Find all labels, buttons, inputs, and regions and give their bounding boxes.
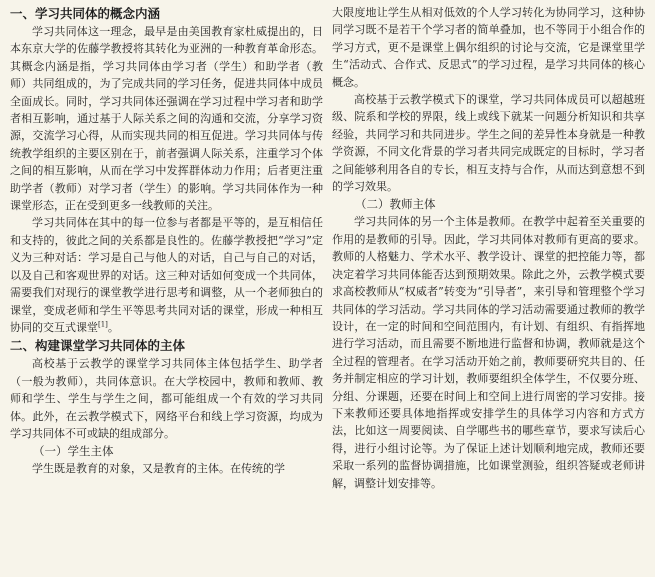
paragraph (10, 214, 323, 336)
paragraph-text: 学习共同体在其中的每一位参与者都是平等的，是互相信任和支持的，彼此之间的关系都是良性的。佐藤学教授把“学习”定义为三种对话：学习是自己与他人的对话，自己与自己的对话，以及自己和客观世界的对话。这三种对话如何变成一个共同体，需要我们对现行的课堂教学进行思考和调整，从一个老师独白的课堂，变成老师和学生平等思考共同对话的课堂，形成一种相互协同的交互式课堂 (10, 216, 323, 334)
subsection-heading-1: （一）学生主体 (33, 444, 114, 459)
section-heading-2: 二、构建课堂学习共同体的主体 (10, 338, 186, 354)
left-column (10, 4, 323, 577)
section-heading-1: 一、学习共同体的概念内涵 (10, 6, 161, 21)
paragraph: 学习共同体的另一个主体是教师。在教学中起着至关重要的作用的是教师的引导。因此，学习共同体对教师有更高的要求。教师的人格魅力、学术水平、教学设计、课堂的把控能力等，都决定着学习共同体能否达到预期效果。除此之外，云教学模式要求高校教师从“权威者”转变为“引导者”，来引导和管理整个学习共同体的学习活动。学习共同体的学习活动需要通过教师的教学设计，在一定的时间和空间范围内，有计划、有组织、有指挥地进行学习活动，而且需要不断地进行监督和协调，教师就是这个全过程的管理者。在学习活动开始之前，教师要研究共目的、任务并制定相应的学习计划，教师要组织全体学生，不仅要分班、分组、分课题，还要在时间上和空间上进行周密的学习安排。接下来教师还要具体地指挥或安排学生的具体学习内容和方式方法，比如这一周要阅读、自学哪些书的哪些章节，要求写读后心得，进行小组讨论等。为了保证上述计划顺利地完成，教师还要采取一系列的监督协调措施，比如课堂测验，组织答疑或老师讲解，调整计划安排等。 (332, 215, 645, 490)
subsection-heading-2: （二）教师主体 (355, 197, 436, 212)
paragraph-end: 。 (107, 320, 119, 334)
paragraph: 学习共同体这一理念，最早是由美国教育家杜威提出的，日本东京大学的佐藤学教授将其转化为亚洲的一种教育革命形态。其概念内涵是指，学习共同体由学习者（学生）和助学者（教师）共同组成的，为了完成共同的学习任务，促进共同体中成员全面成长。同时，学习共同体还强调在学习过程中学习者和助学者相互影响，通过基于人际关系之间的沟通和交流，分享学习资源，交流学习心得，从而实现共同的相互促进。学习共同体与传统教学组织的主要区别在于，前者强调人际关系，注重学习个体之间的相互影响，从而在学习中发挥群体动力作用；后者更注重助学者（教师）对学习者（学生）的影响。学习共同体作为一种课堂形态，正在受到更多一线教师的关注。 (10, 25, 323, 213)
paragraph-continued: 大限度地让学生从相对低效的个人学习转化为协同学习，这种协同学习既不是若干个学习者的简单叠加，也不等同于小组合作的学习方式，更不是课堂上偶尔组织的讨论与交流，它是课堂里学生“活动式、合作式、反思式”的学习过程，是学习共同体的核心概念。 (332, 6, 645, 89)
right-column (332, 4, 645, 577)
citation-marker[interactable]: [1] (98, 320, 108, 329)
paragraph: 学生既是教育的对象，又是教育的主体。在传统的学 (32, 462, 285, 476)
paragraph: 高校基于云教学的课堂学习共同体主体包括学生、助学者（一般为教师），共同体意识。在大学校园中，教师和教师、教师和学生、学生与学生之间，都可能组成一个有效的学习共同体。此外，在云教学模式下，网络平台和线上学习资源，均成为学习共同体不可或缺的组成部分。 (10, 357, 323, 440)
paragraph: 高校基于云教学模式下的课堂，学习共同体成员可以超越班级、院系和学校的界限，线上或线下就某一问题分析知识和共享经验，共同学习和共同进步。学生之间的差异性本身就是一种教学资源，不同文化背景的学习者共同完成既定的目标时，学习者之间能够利用各自的专长，相互支持与合作，从而达到意想不到的学习效果。 (332, 93, 645, 194)
